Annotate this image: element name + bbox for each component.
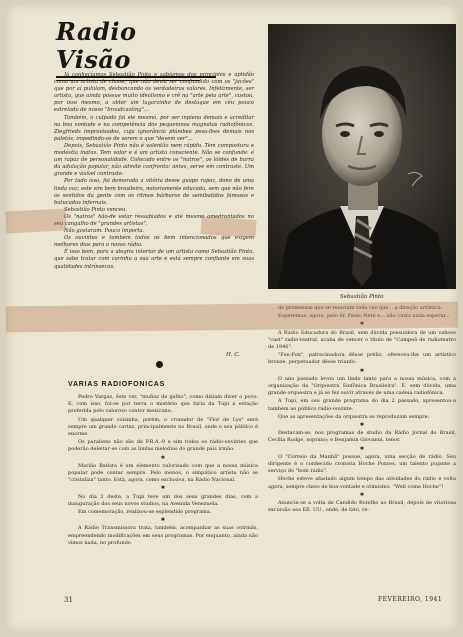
intro-paragraph: Sebastião Pinto venceu. <box>64 206 127 213</box>
section-bullet-icon <box>156 361 163 368</box>
separator-asterisk-icon: ✱ <box>359 491 365 498</box>
tape-stain <box>6 302 458 333</box>
news-paragraph: A Rádio Educadora do Brasil, sem dúvida possuidora de um valioso "cast" radio-teatral, acaba de vencer o título de "Campeã de radioteatro de 1940". <box>268 329 456 351</box>
separator-asterisk-icon: ✱ <box>359 367 365 374</box>
portrait-photo <box>268 24 456 289</box>
issue-date: FEVEREIRO, 1941 <box>378 596 443 603</box>
news-paragraph: Hoche esteve afastado algum tempo das atividades do rádio e volta agora, sempre cheio de boa-vontade e otimismo. "Well come Hoche"! <box>268 476 456 490</box>
news-paragraph: Em comemoração, realizou-se esplendido programa. <box>78 509 212 516</box>
intro-paragraph: Depois, Sebastião Pinto não é valentão nem rápido. Tem compostura e modéstia inatas. Tem valor e é um artista consciente. Não se confunde: é um rapaz de personalidade. Colocado entre os "natros", os lóides de barra da adulação popular, não admite confronto: antes, serve em contraste. Um grande e visível contraste. <box>54 142 254 178</box>
separator-asterisk-icon: ✱ <box>359 445 365 452</box>
intro-paragraph: É isso bom, para a alegria interior de um artista como Sebastião Pinto, que sabe tratar com carinho a sua arte e está sempre confiante em suas qualidades intrínsecas. <box>54 249 254 270</box>
news-paragraph: A Tupi, em seu grande programa do dia 2 passado, apresentou-a também ao público rádio-ouvinte. <box>268 398 456 412</box>
intro-paragraph: Os "natros" hão-de estar ressabiados e até mesmo amedrontados no seu cangalho de "grandes artistas". <box>54 213 254 227</box>
news-paragraph: Anuncia-se a volta de Candido Botelho ao Brasil, depois de vitoriosa excursão aos EE. UU., onde, de fato, re- <box>268 500 456 514</box>
news-paragraph: Um qualquer coisinha, porém, o cronador de "Flor de Lys" será sempre um grande cartaz, principalmente no Brasil, onde o seu público é enorme. <box>68 416 258 438</box>
photo-caption: Sebastião Pinto <box>340 294 384 300</box>
radio-news-column <box>68 394 258 548</box>
news-paragraph: Marilio Batista é um elemento valorizado com que a nossa música popular pode contar sempre. Pelo menos, o simpático artista não se "cristaliza" tanto. Está, agora, como exclusiva, na Rádio Nacional. <box>68 462 258 484</box>
news-paragraph: Destacam-se, nos programas de studio da Rádio Jornal do Brasil, Cecília Rudge, soprano; e Benjamin Giovanni, tenor. <box>268 430 456 444</box>
news-paragraph: No dia 2 deste, a Tupi teve um dos seus grandes dias, com a inauguração dos seus novos studios, na Avenida Venezuela. <box>68 493 258 507</box>
right-column <box>268 305 456 515</box>
intro-paragraph: Não gostaram. Pouco importa. <box>64 228 145 235</box>
news-paragraph: O "Correio da Manhã" possue, agora, uma secção de rádio. Seu dirigente é o conhecido cronista Hoche Pontes, um talento pujante a serviço do "bom rádio". <box>268 453 456 475</box>
separator-asterisk-icon: ✱ <box>160 485 166 492</box>
intro-paragraph: Também, o culpado foi ele mesmo, por ser inpieno demais e acreditar na boa vontade e na competência dos pequeninos magnatas radiofônicos. Ziegfrieds improvisados, cuja ignorância plúmbea pesa-lhes demais nos paletós, impedindo-os de verem o que "devem ver"... <box>54 114 254 142</box>
news-paragraph: Os parabens não são da P.R.A.-9 e sim todos os rádio-ouvintes que poderão deleitar-se com as lindas melodias do grande país irmão. <box>68 439 258 453</box>
news-paragraph: Pedro Vargas, êste ver, "muñoz de galho", como diziam diver o povo. E, com isso, foi-se por terra o mistério que faria da Tupi a estação preferida pelo valoroso cantor mexicano. <box>68 394 258 415</box>
section-title: VARIAS RADIOFONICAS <box>68 381 166 388</box>
intro-column <box>54 72 254 271</box>
news-paragraph: Que as apresentações da orquestra se reproduzam sempre. <box>278 413 430 420</box>
separator-asterisk-icon: ✱ <box>160 454 166 461</box>
intro-paragraph: Já conhecíamos Sebastião Pinto e sabíamos dos principios e aptidão como um artista de classe, que não devia ser confundido com os "jacões" que por aí pululam, desbancando os verdadeiros valores. Infelizmente, ser artista, que ainda possue muito idealismo e crê na "arte pela arte", custou, por isso mesmo, a obter um lugarzinho de destaque em céu pouco estrelado de nosso "broadcasting"... <box>54 72 254 114</box>
news-paragraph: O ano passado levou um lindo tanto para a nossa música, com a organização da "Orquestra Sinfônica Brasileira". E, sem dúvida, uma grande orquestra e já se fez ouvir através de uma cadeia radiofônica. <box>268 375 456 397</box>
tape-stain <box>200 216 256 238</box>
news-paragraph: "Fon-Fon", patrocinadora dêsse prélio, ofereceu-lhe um artístico bronze, perpetuador dêsse triunfo. <box>268 352 456 366</box>
author-signature: H. C. <box>226 352 241 358</box>
news-paragraph: de promessas que se renovam toda vez que... a direção artística. <box>278 305 443 311</box>
magazine-page <box>6 4 458 632</box>
news-paragraph: Esperemos, agora, pelo Sr. Paulo Neto e... não custa nada esperar... <box>278 313 451 320</box>
page-number: 31 <box>64 596 73 604</box>
news-paragraph: A Rádio Transmissora trata, também, acompanhar as suas coirmãs, empreendendo modificações em seus programas. Por enquanto, ainda não vimos nada, no profundo <box>68 525 258 546</box>
separator-asterisk-icon: ✱ <box>359 422 365 429</box>
tape-stain <box>5 208 66 233</box>
separator-asterisk-icon: ✱ <box>160 517 166 524</box>
separator-asterisk-icon: ✱ <box>359 321 365 328</box>
portrait-illustration <box>268 24 456 289</box>
intro-paragraph: Por tudo isso, foi demorada a vitória desse guapo rapaz, dono de uma linda voz; este sim bem brasileiro, notoriamente educada, sem que não fere os sentidos da gente com os ritmos bárbaros de semibatidos famosos e batucadas infernais. <box>54 178 254 206</box>
intro-paragraph: Os ouvintes e também todos os bem intencionados que exigem melhores dias para o nosso rádio. <box>54 235 254 249</box>
page-title: Radio Visão <box>56 17 137 74</box>
